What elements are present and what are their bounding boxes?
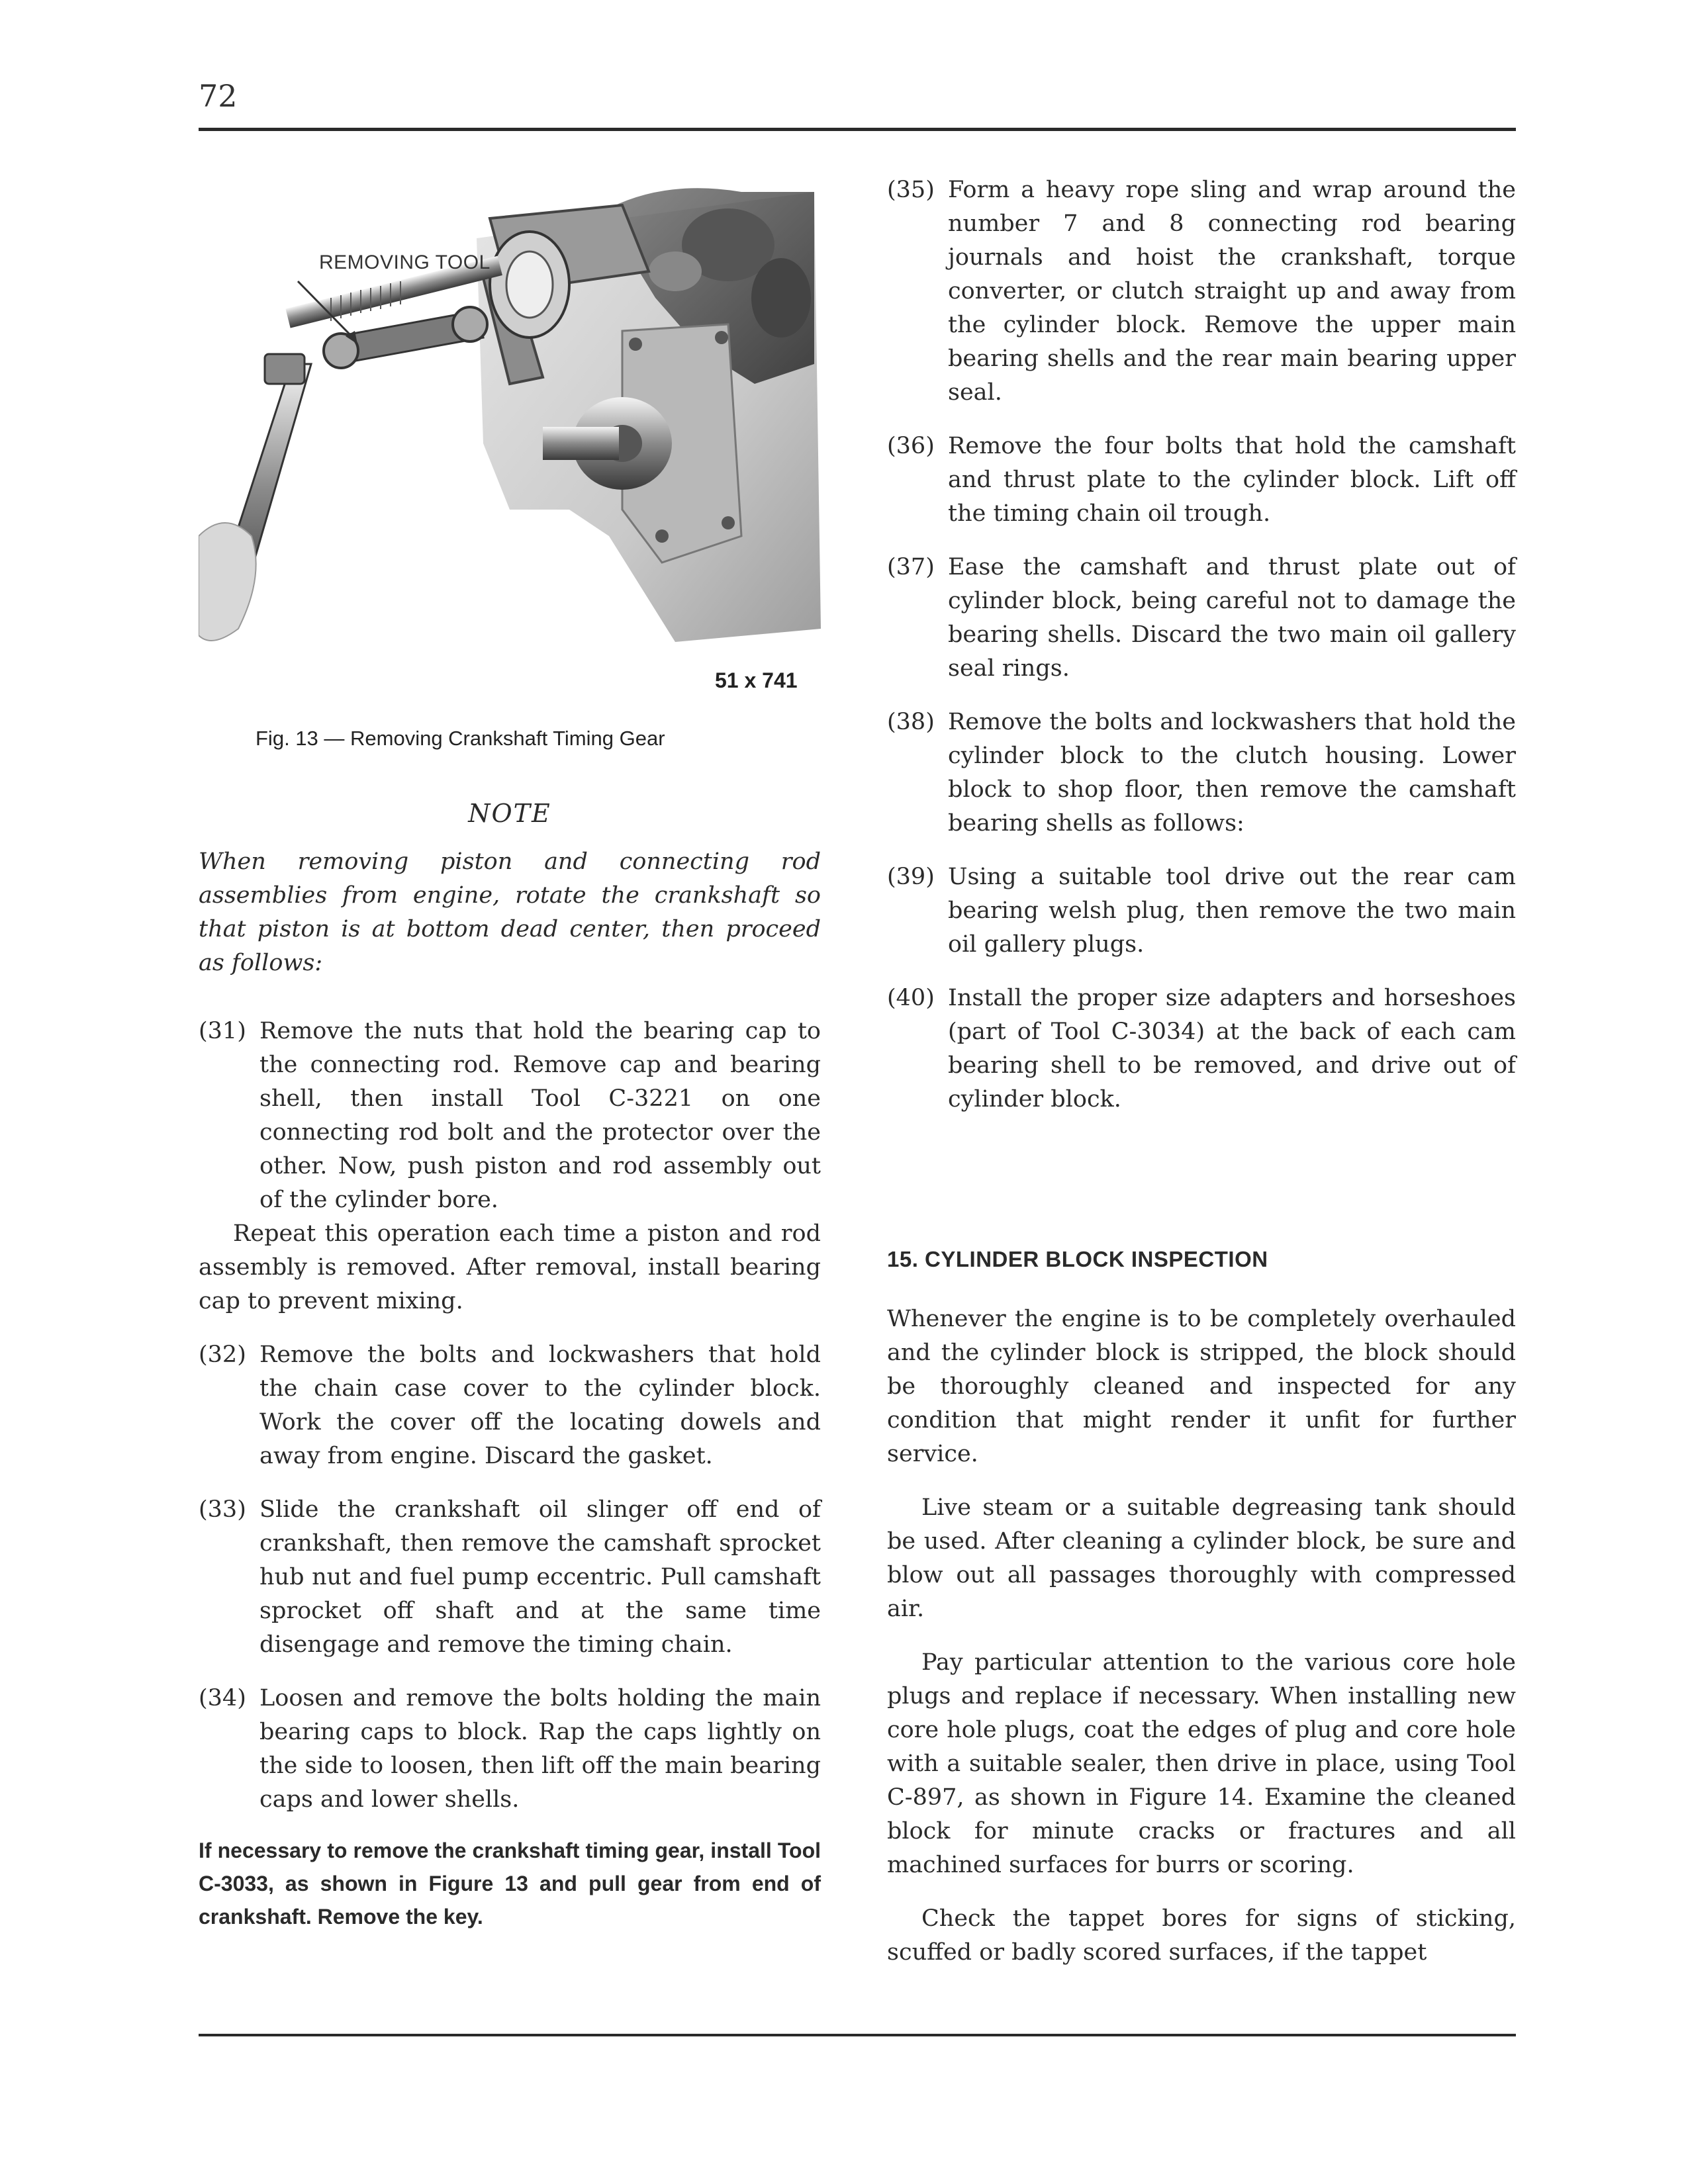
step-number: (35) <box>887 177 935 203</box>
step-text: Loosen and remove the bolts holding the main bearing caps to block. Rap the caps lightly on the side to loosen, then lift off the main bearing caps and lower shells. <box>259 1685 821 1813</box>
section-paragraph: Check the tappet bores for signs of sticking, scuffed or badly scored surfaces, if the tappet <box>887 1905 1516 1966</box>
figure-illustration <box>199 165 821 695</box>
note-heading: NOTE <box>468 799 551 828</box>
section-paragraph: Pay particular attention to the various core hole plugs and replace if necessary. When installing new core hole plugs, coat the edges of plug and core hole with a suitable sealer, then drive in place, using Tool C-897, as shown in Figure 14. Examine the cleaned block for minute cracks or fractures and all machined surfaces for burrs or scoring. <box>887 1649 1516 1878</box>
step-number: (36) <box>887 433 935 459</box>
section-heading: 15. CYLINDER BLOCK INSPECTION <box>887 1247 1268 1271</box>
section-paragraph: Whenever the engine is to be completely overhauled and the cylinder block is stripped, the block should be thoroughly cleaned and inspected for any condition that might render it unfit for further service. <box>887 1306 1516 1467</box>
step-35 <box>887 173 1516 410</box>
step-34 <box>199 1682 821 1817</box>
note-text: When removing piston and connecting rod assemblies from engine, rotate the crankshaft so that piston is at bottom dead center, then proceed as follows: <box>199 848 821 976</box>
step-40 <box>887 981 1516 1116</box>
left-column <box>199 781 821 1933</box>
step-text: Ease the camshaft and thrust plate out of cylinder block, being careful not to damage the bearing shells. Discard the two main oil gallery seal rings. <box>948 554 1516 682</box>
step-32 <box>199 1338 821 1473</box>
step-number: (39) <box>887 864 935 890</box>
engine-photo <box>199 165 821 695</box>
step-number: (32) <box>199 1342 246 1368</box>
repeat-paragraph: Repeat this operation each time a piston and rod assembly is removed. After removal, install bearing cap to prevent mixing. <box>199 1220 821 1314</box>
step-36 <box>887 430 1516 531</box>
figure-image-id: 51 x 741 <box>715 668 798 692</box>
figure-callout-label: REMOVING TOOL <box>319 251 491 273</box>
section-paragraph: Live steam or a suitable degreasing tank should be used. After cleaning a cylinder block, be sure and blow out all passages thoroughly with compressed air. <box>887 1494 1516 1622</box>
step-text: Form a heavy rope sling and wrap around the number 7 and 8 connecting rod bearing journals and hoist the crankshaft, torque converter, or clutch straight up and away from the cylinder block. Remove the upper main bearing shells and the rear main bearing upper seal. <box>948 177 1516 406</box>
step-text: Remove the nuts that hold the bearing cap to the connecting rod. Remove cap and bearing shell, then install Tool C-3221 on one connecting rod bolt and the protector over the other. Now, push piston and rod assembly out of the cylinder bore. <box>259 1018 821 1213</box>
step-text: Remove the bolts and lockwashers that hold the cylinder block to the clutch housing. Lower block to shop floor, then remove the camshaft bearing shells as follows: <box>948 709 1516 837</box>
step-37 <box>887 551 1516 686</box>
step-text: Install the proper size adapters and horseshoes (part of Tool C-3034) at the back of each cam bearing shell to be removed, and drive out of cylinder block. <box>948 985 1516 1113</box>
step-text: Remove the four bolts that hold the camshaft and thrust plate to the cylinder block. Lift off the timing chain oil trough. <box>948 433 1516 527</box>
step-text: Slide the crankshaft oil slinger off end of crankshaft, then remove the camshaft sprocket hub nut and fuel pump eccentric. Pull camshaft sprocket off shaft and at the same time disengage and remove the timing chain. <box>259 1496 821 1658</box>
figure-caption: Fig. 13 — Removing Crankshaft Timing Gear <box>256 727 665 750</box>
step-number: (31) <box>199 1018 246 1044</box>
right-column <box>887 173 1516 1970</box>
step-number: (37) <box>887 554 935 580</box>
bold-note: If necessary to remove the crankshaft timing gear, install Tool C-3033, as shown in Figure 13 and pull gear from end of crankshaft. Remove the key. <box>199 1839 821 1929</box>
step-38 <box>887 705 1516 841</box>
step-33 <box>199 1493 821 1662</box>
step-text: Remove the bolts and lockwashers that hold the chain case cover to the cylinder block. Work the cover off the locating dowels and away from engine. Discard the gasket. <box>259 1342 821 1469</box>
step-number: (33) <box>199 1496 246 1523</box>
header-rule <box>199 128 1516 131</box>
page-number: 72 <box>199 78 238 114</box>
step-number: (34) <box>199 1685 246 1711</box>
step-text: Using a suitable tool drive out the rear cam bearing welsh plug, then remove the two main oil gallery plugs. <box>948 864 1516 958</box>
step-number: (38) <box>887 709 935 735</box>
step-31 <box>199 1015 821 1217</box>
step-39 <box>887 860 1516 962</box>
footer-rule <box>199 2034 1516 2036</box>
step-number: (40) <box>887 985 935 1011</box>
